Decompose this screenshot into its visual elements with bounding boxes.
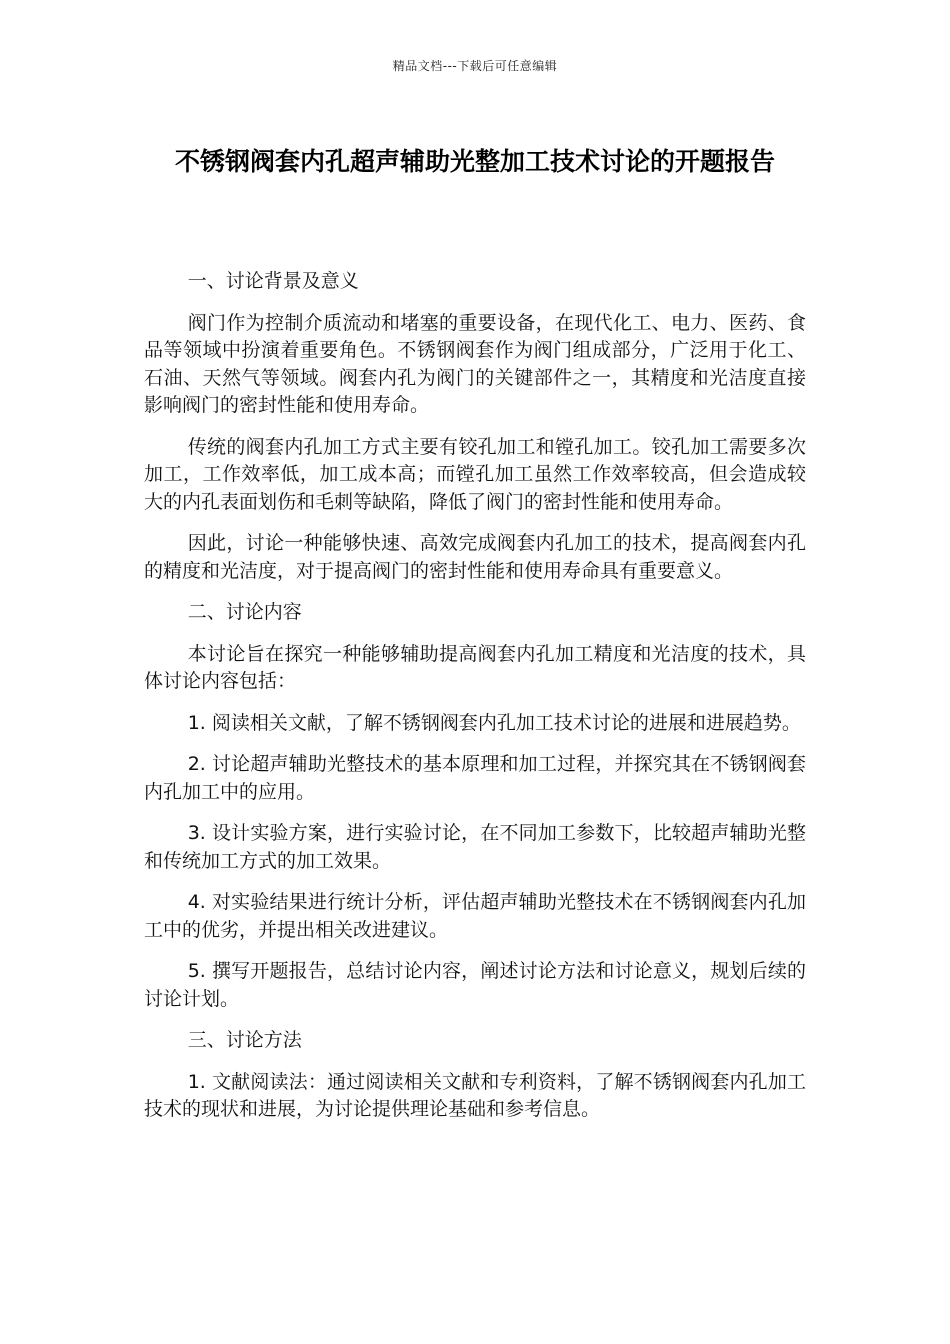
paragraph: 阀门作为控制介质流动和堵塞的重要设备，在现代化工、电力、医药、食品等领域中扮演着重要角色。不锈钢阀套作为阀门组成部分，广泛用于化工、石油、天然气等领域。阀套内孔为阀门的关键部件之一，其精度和光洁度直接影响阀门的密封性能和使用寿命。 [144, 311, 806, 416]
document-title: 不锈钢阀套内孔超声辅助光整加工技术讨论的开题报告 [174, 147, 775, 176]
section-background [144, 268, 806, 585]
paragraph: 因此，讨论一种能够快速、高效完成阀套内孔加工的技术，提高阀套内孔的精度和光洁度，对于提高阀门的密封性能和使用寿命具有重要意义。 [144, 532, 806, 582]
list-item: 1. 阅读相关文献，了解不锈钢阀套内孔加工技术讨论的进展和进展趋势。 [187, 711, 801, 734]
list-item: 1. 文献阅读法：通过阅读相关文献和专利资料，了解不锈钢阀套内孔加工技术的现状和进展，为讨论提供理论基础和参考信息。 [144, 1070, 806, 1120]
list-item: 2. 讨论超声辅助光整技术的基本原理和加工过程，并探究其在不锈钢阀套内孔加工中的应用。 [144, 753, 806, 803]
document-body [144, 268, 806, 1138]
section-heading: 三、讨论方法 [187, 1029, 302, 1051]
section-content [144, 599, 806, 1013]
list-item: 4. 对实验结果进行统计分析，评估超声辅助光整技术在不锈钢阀套内孔加工中的优劣，并提出相关改进建议。 [144, 891, 806, 941]
list-item: 5. 撰写开题报告，总结讨论内容，阐述讨论方法和讨论意义，规划后续的讨论计划。 [144, 960, 806, 1010]
header-note: 精品文档---下载后可任意编辑 [392, 59, 558, 73]
section-heading: 二、讨论内容 [187, 601, 302, 623]
section-heading: 一、讨论背景及意义 [187, 270, 359, 292]
section-methods [144, 1027, 806, 1124]
paragraph: 本讨论旨在探究一种能够辅助提高阀套内孔加工精度和光洁度的技术，具体讨论内容包括： [144, 642, 806, 692]
paragraph: 传统的阀套内孔加工方式主要有铰孔加工和镗孔加工。铰孔加工需要多次加工，工作效率低，加工成本高；而镗孔加工虽然工作效率较高，但会造成较大的内孔表面划伤和毛刺等缺陷，降低了阀门的密封性能和使用寿命。 [144, 435, 806, 513]
list-item: 3. 设计实验方案，进行实验讨论，在不同加工参数下，比较超声辅助光整和传统加工方式的加工效果。 [144, 822, 806, 872]
